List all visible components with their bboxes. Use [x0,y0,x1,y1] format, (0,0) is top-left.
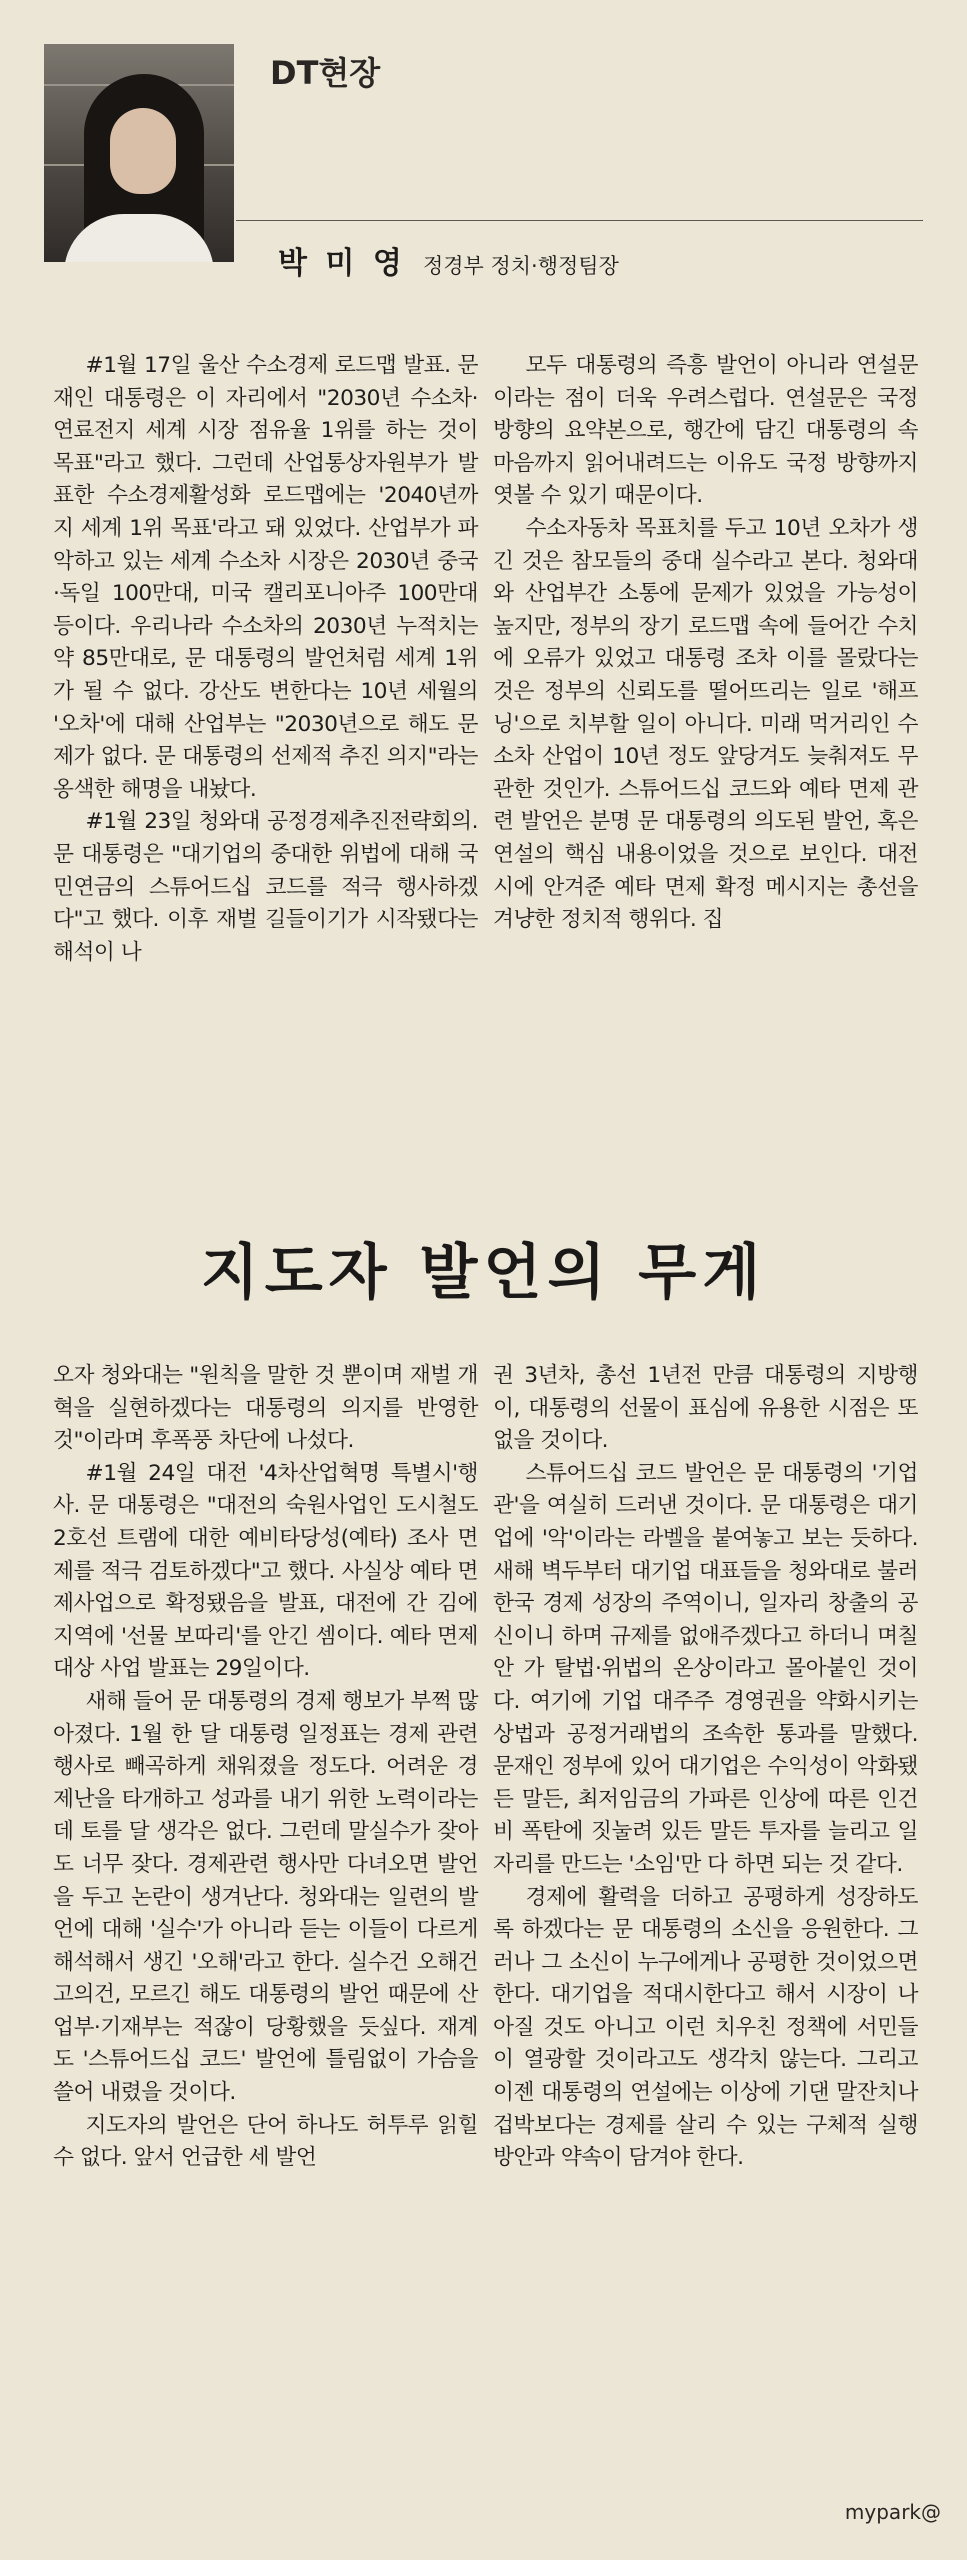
photo-face-shape [110,108,176,194]
author-photo [44,44,234,262]
body-paragraph: #1월 23일 청와대 공정경제추진전략회의. 문 대통령은 "대기업의 중대한 위법에 대해 국민연금의 스튜어드십 코드를 적극 행사하겠다"고 했다. 이후 재벌 길들이기가 시작됐다는 해석이 나 [53,809,478,965]
column-3 [53,1360,478,2175]
column-2 [493,350,918,937]
column-1 [53,350,478,969]
body-paragraph: 모두 대통령의 즉흥 발언이 아니라 연설문이라는 점이 더욱 우려스럽다. 연설문은 국정 방향의 요약본으로, 행간에 담긴 대통령의 속마음까지 읽어내려드는 이유도 국정 방향까지 엿볼 수 있기 때문이다. [493,353,918,509]
column-4 [493,1360,918,2175]
body-paragraph: 권 3년차, 총선 1년전 만큼 대통령의 지방행이, 대통령의 선물이 표심에 유용한 시점은 또 없을 것이다. [493,1363,918,1454]
body-paragraph: 경제에 활력을 더하고 공평하게 성장하도록 하겠다는 문 대통령의 소신을 응원한다. 그러나 그 소신이 누구에게나 공평한 것이었으면 한다. 대기업을 적대시한다고 해서 시장이 나아질 것도 아니고 이런 치우친 정책에 서민들이 열광할 것이라고도 생각치 않는다. 그리고 이젠 대통령의 연설에는 이상에 기댄 말잔치나 겁박보다는 경제를 살리 수 있는 구체적 실행 방안과 약속이 담겨야 한다. [493,1884,918,2171]
body-paragraph: 지도자의 발언은 단어 하나도 허투루 읽힐 수 없다. 앞서 언급한 세 발언 [53,2112,478,2171]
headline: 지도자 발언의 무게 [200,1238,767,1308]
section-kicker: DT현장 [270,54,381,92]
body-paragraph: #1월 24일 대전 '4차산업혁명 특별시'행사. 문 대통령은 "대전의 숙원사업인 도시철도 2호선 트램에 대한 예비타당성(예타) 조사 면제를 적극 검토하겠다"고 했다. 사실상 예타 면제사업으로 확정됐음을 발표, 대전에 간 김에 지역에 '선물 보따리'를 안긴 셈이다. 예타 면제 대상 사업 발표는 29일이다. [53,1460,478,1682]
body-paragraph: #1월 17일 울산 수소경제 로드맵 발표. 문재인 대통령은 이 자리에서 "2030년 수소차·연료전지 세계 시장 점유율 1위를 하는 것이 목표"라고 했다. 그런데 산업통상자원부가 발표한 수소경제활성화 로드맵에는 '2040년까지 세계 1위 목표'라고 돼 있었다. 산업부가 파악하고 있는 세계 수소차 시장은 2030년 중국·독일 100만대, 미국 캘리포니아주 100만대 등이다. 우리나라 수소차의 2030년 누적치는 약 85만대로, 문 대통령의 발언처럼 세계 1위가 될 수 없다. 강산도 변한다는 10년 세월의 '오차'에 대해 산업부는 "2030년으로 해도 문제가 없다. 문 대통령의 선제적 추진 의지"라는 옹색한 해명을 내놨다. [53,353,478,802]
body-paragraph: 오자 청와대는 "원칙을 말한 것 뿐이며 재벌 개혁을 실현하겠다는 대통령의 의지를 반영한 것"이라며 후폭풍 차단에 나섰다. [53,1363,478,1454]
author-name: 박 미 영 [278,246,406,281]
author-email: mypark@ [844,2500,941,2524]
body-paragraph: 수소자동차 목표치를 두고 10년 오차가 생긴 것은 참모들의 중대 실수라고 본다. 청와대와 산업부간 소통에 문제가 있었을 가능성이 높지만, 정부의 장기 로드맵 속에 들어간 수치에 오류가 있었고 대통령 조차 이를 몰랐다는 것은 정부의 신뢰도를 떨어뜨리는 일로 '해프닝'으로 치부할 일이 아니다. 미래 먹거리인 수소차 산업이 10년 정도 앞당겨도 늦춰져도 무관한 것인가. 스튜어드십 코드와 예타 면제 관련 발언은 분명 문 대통령의 의도된 발언, 혹은 연설의 핵심 내용이었을 것으로 보인다. 대전시에 안겨준 예타 면제 확정 메시지는 총선을 겨냥한 정치적 행위다. 집 [493,515,918,933]
body-paragraph: 새해 들어 문 대통령의 경제 행보가 부쩍 많아졌다. 1월 한 달 대통령 일정표는 경제 관련 행사로 빼곡하게 채워졌을 정도다. 어려운 경제난을 타개하고 성과를 내기 위한 노력이라는 데 토를 달 생각은 없다. 그런데 말실수가 잦아도 너무 잦다. 경제관련 행사만 다녀오면 발언을 두고 논란이 생겨난다. 청와대는 일련의 발언에 대해 '실수'가 아니라 듣는 이들이 다르게 해석해서 생긴 '오해'라고 한다. 실수건 오해건 고의건, 모르긴 해도 대통령의 발언 때문에 산업부·기재부는 적잖이 당황했을 듯싶다. 재계도 '스튜어드십 코드' 발언에 틀림없이 가슴을 쓸어 내렸을 것이다. [53,1688,478,2106]
author-department: 정경부 정치·행정팀장 [422,254,619,278]
header-rule [236,220,923,221]
body-paragraph: 스튜어드십 코드 발언은 문 대통령의 '기업관'을 여실히 드러낸 것이다. 문 대통령은 대기업에 '악'이라는 라벨을 붙여놓고 보는 듯하다. 새해 벽두부터 대기업 대표들을 청와대로 불러 한국 경제 성장의 주역이니, 일자리 창출의 공신이니 하며 규제를 없애주겠다고 하더니 며칠 안 가 탈법·위법의 온상이라고 몰아붙인 것이다. 여기에 기업 대주주 경영권을 약화시키는 상법과 공정거래법의 조속한 통과를 말했다. 문재인 정부에 있어 대기업은 수익성이 악화됐든 말든, 최저임금의 가파른 인상에 따른 인건비 폭탄에 짓눌려 있든 말든 투자를 늘리고 일자리를 만드는 '소임'만 다 하면 되는 것 같다. [493,1460,918,1877]
byline [278,238,619,282]
